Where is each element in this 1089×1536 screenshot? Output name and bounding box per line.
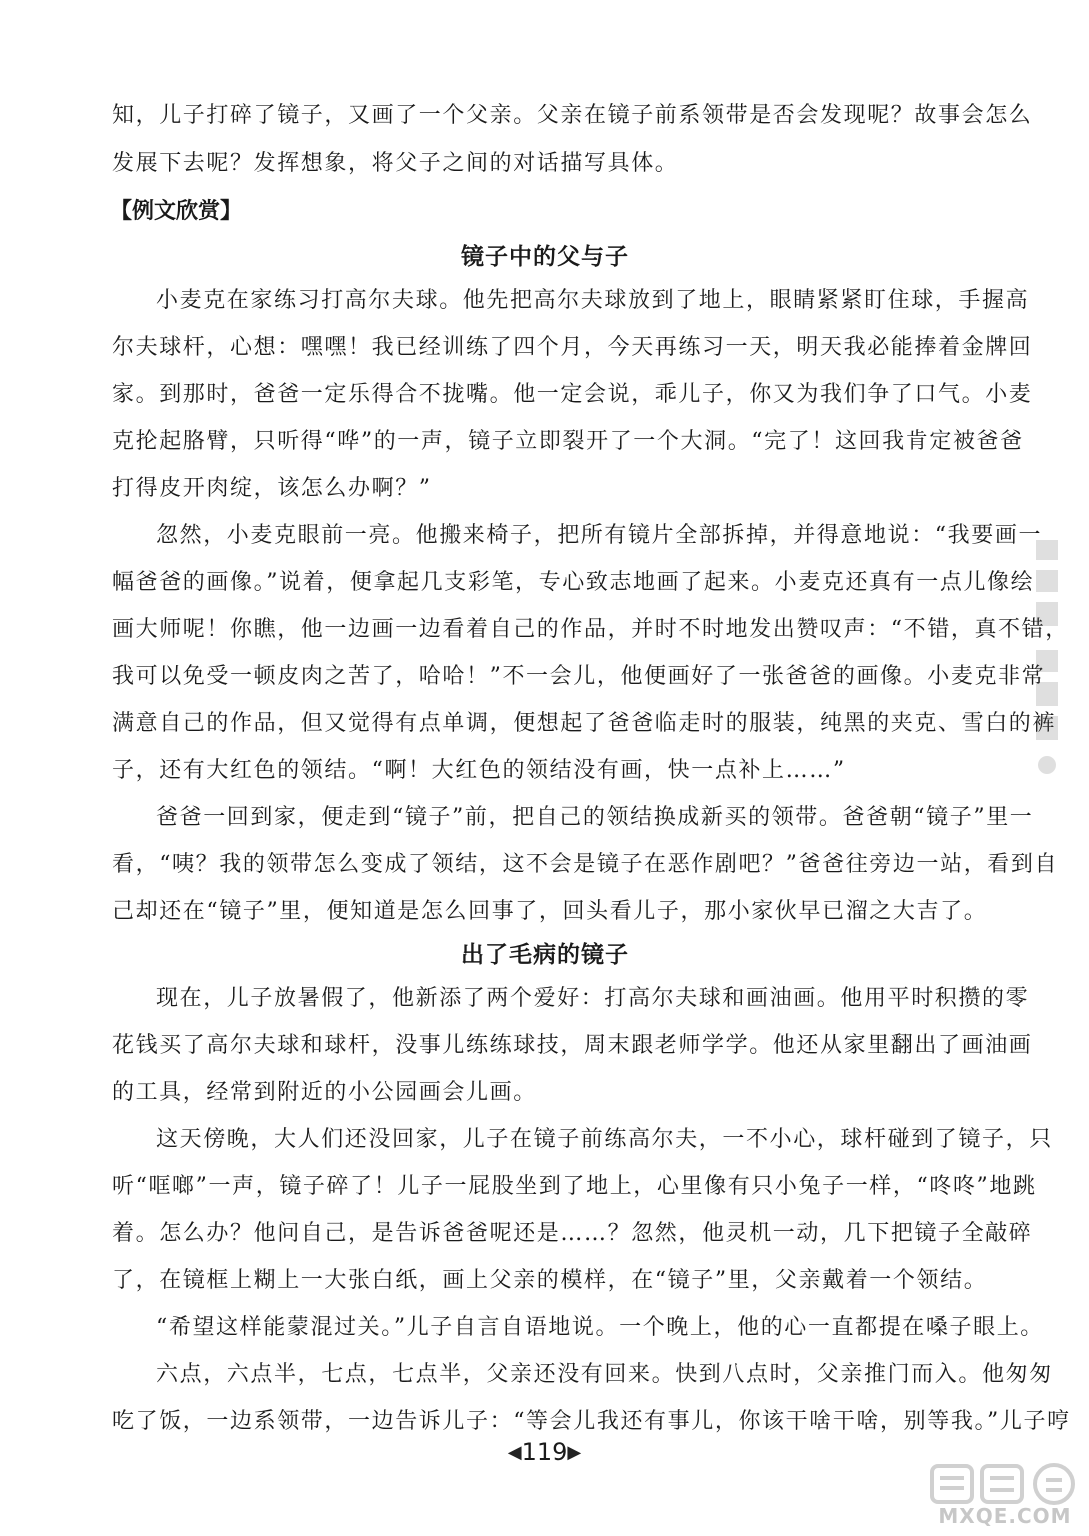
bleed-mark: [1038, 756, 1056, 774]
paragraph-line: 满意自己的作品，但又觉得有点单调，便想起了爸爸临走时的服装，纯黑的夹克、雪白的裤: [112, 711, 1057, 736]
paragraph-line: 己却还在“镜子”里，便知道是怎么回事了，回头看儿子，那小家伙早已溜之大吉了。: [112, 899, 988, 924]
paragraph-line: 画大师呢！你瞧，他一边画一边看着自己的作品，并时不时地发出赞叹声：“不错，真不错，: [112, 617, 1069, 642]
paragraph-line: 家。到那时，爸爸一定乐得合不拢嘴。他一定会说，乖儿子，你又为我们争了口气。小麦: [112, 382, 1033, 407]
page-number: [0, 1438, 1089, 1466]
paragraph-line: 忽然，小麦克眼前一亮。他搬来椅子，把所有镜片全部拆掉，并得意地说：“我要画一: [156, 523, 1043, 548]
bleed-mark: [1036, 716, 1058, 740]
paragraph-line: 着。怎么办？他问自己，是告诉爸爸呢还是……？忽然，他灵机一动，几下把镜子全敲碎: [112, 1221, 1033, 1246]
story-title: 出了毛病的镜子: [461, 942, 629, 968]
paragraph-line: 打得皮开肉绽，该怎么办啊？”: [112, 476, 432, 501]
section-label: 【例文欣赏】: [110, 199, 243, 224]
paragraph-line: 这天傍晚，大人们还没回家，儿子在镜子前练高尔夫，一不小心，球杆碰到了镜子，只: [156, 1127, 1053, 1152]
bleed-through-marks: [1030, 540, 1070, 790]
paragraph-line: 我可以免受一顿皮肉之苦了，哈哈！”不一会儿，他便画好了一张爸爸的画像。小麦克非常: [112, 664, 1046, 689]
watermark-text: MXQE.COM: [938, 1504, 1072, 1528]
paragraph-line: 了，在镜框上糊上一大张白纸，画上父亲的模样，在“镜子”里，父亲戴着一个领结。: [112, 1268, 988, 1293]
paragraph-line: 看，“咦？我的领带怎么变成了领结，这不会是镜子在恶作剧吧？”爸爸往旁边一站，看到自: [112, 852, 1059, 877]
bleed-mark: [1036, 650, 1058, 672]
paragraph-line: 尔夫球杆，心想：嘿嘿！我已经训练了四个月，今天再练习一天，明天我必能捧着金牌回: [112, 335, 1033, 360]
paragraph-line: 克抡起胳臂，只听得“哗”的一声，镜子立即裂开了一个大洞。“完了！这回我肯定被爸爸: [112, 429, 1024, 454]
paragraph-line: 子，还有大红色的领结。“啊！大红色的领结没有画，快一点补上……”: [112, 758, 846, 783]
watermark: [930, 1460, 1080, 1530]
paragraph-line: 听“哐啷”一声，镜子碎了！儿子一屁股坐到了地上，心里像有只小兔子一样，“咚咚”地跳: [112, 1174, 1037, 1199]
paragraph-line: 小麦克在家练习打高尔夫球。他先把高尔夫球放到了地上，眼睛紧紧盯住球，手握高: [156, 288, 1030, 313]
bleed-mark: [1036, 602, 1058, 626]
page-arrow-left-icon: ◀: [507, 1442, 522, 1463]
bleed-mark: [1036, 540, 1058, 560]
paragraph-line: 幅爸爸的画像。”说着，便拿起几支彩笔，专心致志地画了起来。小麦克还真有一点儿像绘: [112, 570, 1035, 595]
paragraph-line: 现在，儿子放暑假了，他新添了两个爱好：打高尔夫球和画油画。他用平时积攒的零: [156, 986, 1030, 1011]
paragraph-line: 的工具，经常到附近的小公园画会儿画。: [112, 1080, 537, 1105]
paragraph-line: 吃了饭，一边系领带，一边告诉儿子：“等会儿我还有事儿，你该干啥干啥，别等我。”儿子哼: [112, 1409, 1071, 1434]
intro-line: 发展下去呢？发挥想象，将父子之间的对话描写具体。: [112, 151, 679, 176]
paragraph-line: “希望这样能蒙混过关。”儿子自言自语地说。一个晚上，他的心一直都提在嗓子眼上。: [156, 1315, 1044, 1340]
paragraph-line: 花钱买了高尔夫球和球杆，没事儿练练球技，周末跟老师学学。他还从家里翻出了画油画: [112, 1033, 1033, 1058]
bleed-mark: [1036, 682, 1058, 706]
watermark-logo-icon: [930, 1460, 1080, 1506]
story-title: 镜子中的父与子: [461, 244, 629, 270]
paragraph-line: 六点，六点半，七点，七点半，父亲还没有回来。快到八点时，父亲推门而入。他匆匆: [156, 1362, 1053, 1387]
bleed-mark: [1036, 570, 1058, 592]
page-arrow-right-icon: ▶: [567, 1442, 582, 1463]
intro-line: 知，儿子打碎了镜子，又画了一个父亲。父亲在镜子前系领带是否会发现呢？故事会怎么: [112, 103, 1033, 128]
page-number-value: 119: [521, 1438, 568, 1466]
paragraph-line: 爸爸一回到家，便走到“镜子”前，把自己的领结换成新买的领带。爸爸朝“镜子”里一: [156, 805, 1034, 830]
